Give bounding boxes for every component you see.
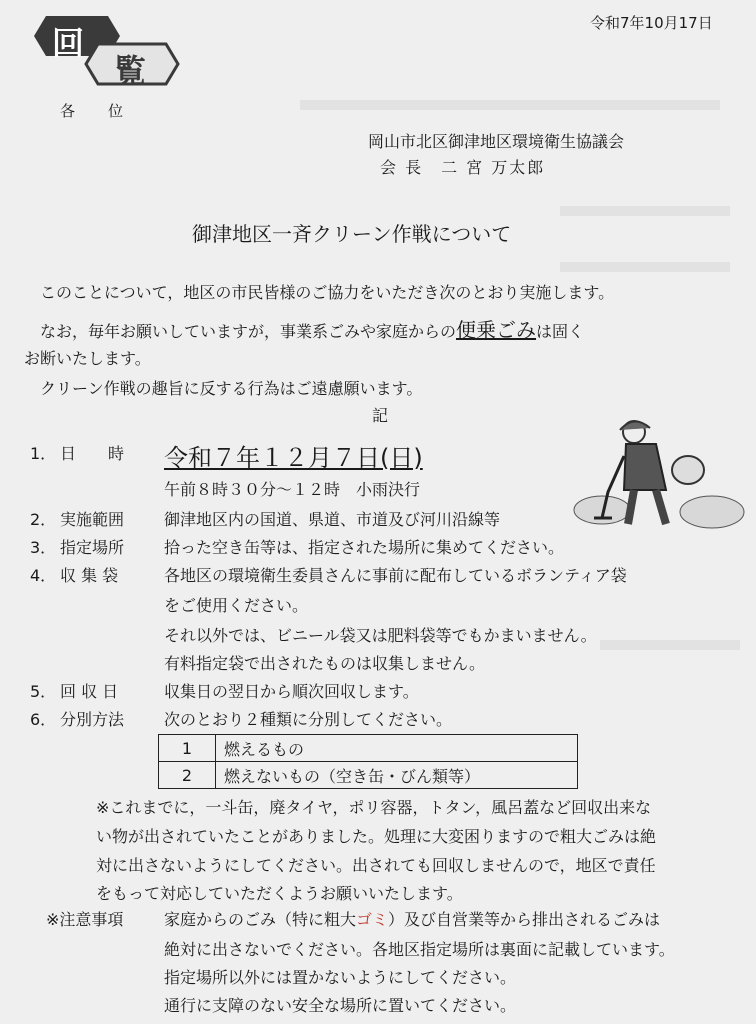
table-cell-text: 燃えないもの（空き缶・びん類等） bbox=[216, 762, 578, 789]
addressee: 各 位 bbox=[60, 102, 125, 120]
item-4-line-4: 有料指定袋で出されたものは収集しません。 bbox=[164, 654, 485, 673]
intro-paragraph-3: クリーン作戦の趣旨に反する行為はご遠慮願います。 bbox=[40, 379, 423, 398]
table-cell-number: 2 bbox=[159, 762, 216, 789]
item-1-number: 1． bbox=[30, 444, 57, 463]
item-4-label: 収 集 袋 bbox=[60, 566, 119, 585]
table-row bbox=[159, 762, 578, 789]
sender-title: 会 長 二 宮 万太郎 bbox=[380, 158, 546, 177]
note-line-4: をもって対応していただくようお願いいたします。 bbox=[96, 884, 463, 903]
item-5-number: 5． bbox=[30, 682, 57, 701]
caution-line-1 bbox=[164, 912, 660, 928]
intro-paragraph-2-line2: お断いたします。 bbox=[24, 349, 151, 368]
item-3-label: 指定場所 bbox=[60, 538, 125, 557]
caution-label: ※注意事項 bbox=[46, 910, 124, 929]
item-1-value: 令和７年１２月７日(日) bbox=[164, 444, 423, 472]
item-6-label: 分別方法 bbox=[60, 710, 125, 729]
table-cell-text: 燃えるもの bbox=[216, 735, 578, 762]
item-3-number: 3． bbox=[30, 538, 57, 557]
caution-l1-pre: 家庭からのごみ（特に粗大 bbox=[164, 910, 357, 929]
document-title: 御津地区一斉クリーン作戦について bbox=[192, 222, 512, 246]
item-5-value: 収集日の翌日から順次回収します。 bbox=[164, 682, 419, 701]
note-line-1: ※これまでに，一斗缶，廃タイヤ，ポリ容器，トタン，風呂蓋など回収出来な bbox=[96, 798, 652, 817]
caution-l1-emphasis: ゴミ bbox=[356, 910, 389, 929]
intro-p2-emphasis: 便乗ごみ bbox=[456, 318, 537, 342]
item-4-line-1: 各地区の環境衛生委員さんに事前に配布しているボランティア袋 bbox=[164, 566, 627, 585]
caution-line-4: 通行に支障のない安全な場所に置いてください。 bbox=[164, 996, 517, 1015]
item-6-value: 次のとおり２種類に分別してください。 bbox=[164, 710, 453, 729]
item-5-label: 回 収 日 bbox=[60, 682, 119, 701]
note-line-3: 対に出さないようにしてください。出されても回収しませんので，地区で責任 bbox=[96, 856, 656, 875]
caution-l1-post: ）及び自営業等から排出されるごみは bbox=[388, 910, 661, 929]
item-2-value: 御津地区内の国道、県道、市道及び河川沿線等 bbox=[164, 510, 501, 529]
item-6-number: 6． bbox=[30, 710, 57, 729]
caution-line-2: 絶対に出さないでください。各地区指定場所は裏面に記載しています。 bbox=[164, 940, 675, 959]
intro-paragraph-1: このことについて，地区の市民皆様のご協力をいただき次のとおり実施します。 bbox=[40, 283, 615, 302]
item-3-value: 拾った空き缶等は、指定された場所に集めてください。 bbox=[164, 538, 565, 557]
table-cell-number: 1 bbox=[159, 735, 216, 762]
item-2-number: 2． bbox=[30, 510, 57, 529]
note-line-2: い物が出されていたことがありました。処理に大変困りますので粗大ごみは絶 bbox=[96, 827, 657, 846]
intro-p2-pre: なお，毎年お願いしていますが，事業系ごみや家庭からの bbox=[40, 322, 457, 341]
item-4-line-3: それ以外では、ビニール袋又は肥料袋等でもかまいません。 bbox=[164, 626, 597, 645]
item-4-line-2: をご使用ください。 bbox=[164, 596, 309, 615]
ki-heading: 記 bbox=[372, 406, 389, 425]
caution-line-3: 指定場所以外には置かないようにしてください。 bbox=[164, 968, 517, 987]
badge-char-1: 回 bbox=[52, 24, 85, 62]
item-4-number: 4． bbox=[30, 566, 57, 585]
intro-paragraph-2 bbox=[40, 320, 584, 340]
cleanup-worker-illustration bbox=[572, 412, 748, 532]
table-row bbox=[159, 735, 578, 762]
sorting-table bbox=[158, 734, 578, 789]
item-1-subvalue: 午前８時３０分～１２時 小雨決行 bbox=[164, 480, 421, 499]
sender-org: 岡山市北区御津地区環境衛生協議会 bbox=[368, 132, 625, 151]
item-2-label: 実施範囲 bbox=[60, 510, 125, 529]
item-1-label: 日 時 bbox=[60, 444, 125, 463]
document-date: 令和7年10月17日 bbox=[590, 14, 713, 32]
badge-char-2: 覧 bbox=[114, 52, 147, 90]
intro-p2-post: は固く bbox=[536, 322, 585, 341]
